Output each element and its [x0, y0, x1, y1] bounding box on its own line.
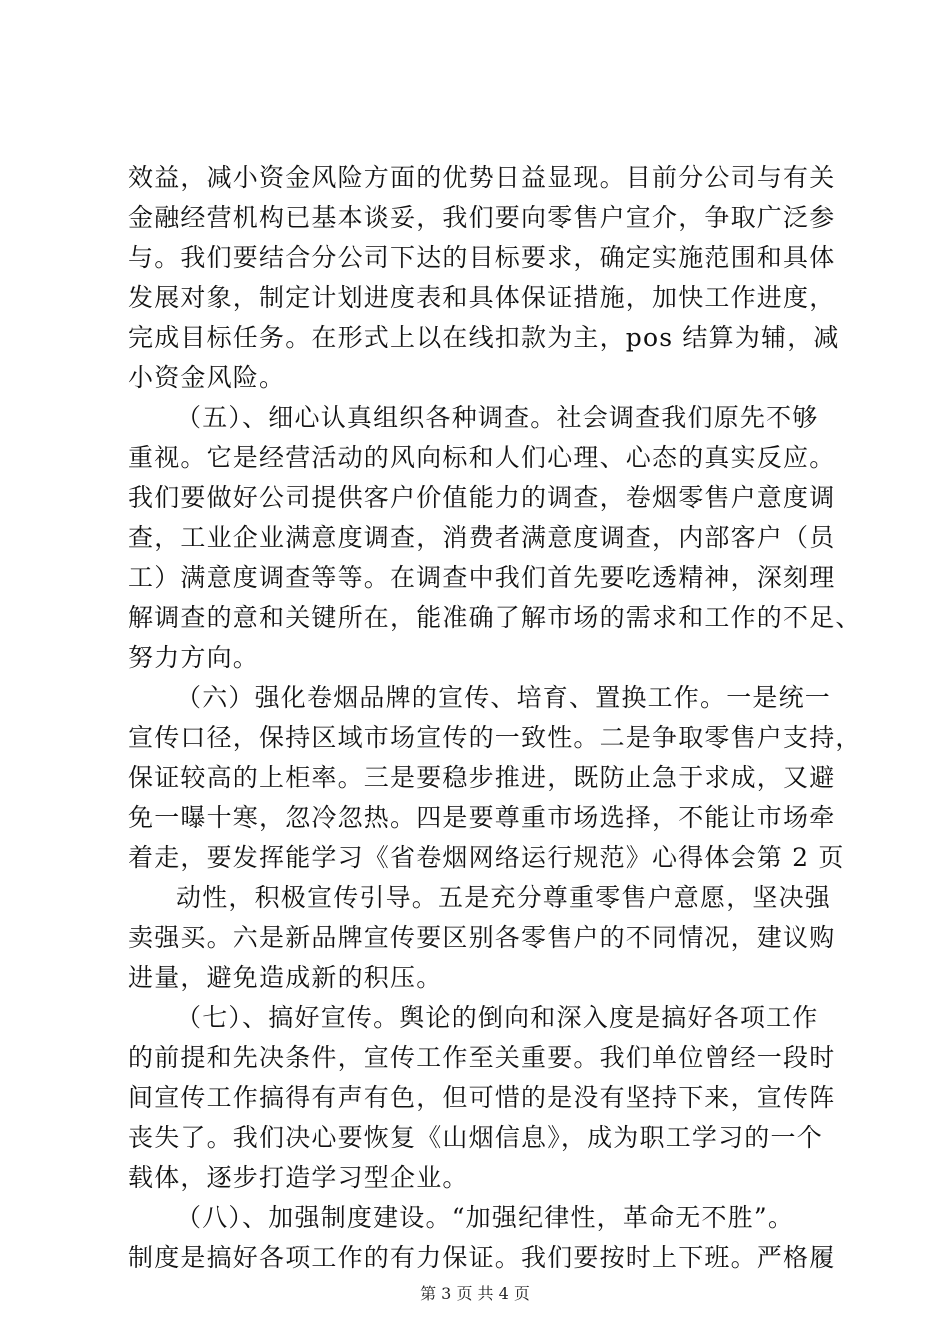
text-line: 解调查的意和关键所在，能准确了解市场的需求和工作的不足、: [128, 603, 862, 632]
text-line: 与。我们要结合分公司下达的目标要求，确定实施范围和具体: [128, 243, 836, 272]
text-line: 制度是搞好各项工作的有力保证。我们要按时上下班。严格履: [128, 1243, 836, 1272]
text-line: 重视。它是经营活动的风向标和人们心理、心态的真实反应。: [128, 443, 836, 472]
text-line: 努力方向。: [128, 643, 260, 672]
paragraph-start-line: （六）强化卷烟品牌的宣传、培育、置换工作。一是统一: [176, 683, 832, 712]
text-line: 免一曝十寒，忽冷忽热。四是要尊重市场选择，不能让市场牵: [128, 803, 836, 832]
paragraph-start-line: （八）、加强制度建设。“加强纪律性，革命无不胜”。: [176, 1203, 795, 1232]
text-line: 卖强买。六是新品牌宣传要区别各零售户的不同情况，建议购: [128, 923, 836, 952]
paragraph-start-line: 动性，积极宣传引导。五是充分尊重零售户意愿，坚决强: [176, 883, 832, 912]
paragraph-start-line: （七）、搞好宣传。舆论的倒向和深入度是搞好各项工作: [176, 1003, 819, 1032]
text-line: 丧失了。我们决心要恢复《山烟信息》，成为职工学习的一个: [128, 1123, 823, 1152]
text-line: 进量，避免造成新的积压。: [128, 963, 443, 992]
text-line: 保证较高的上柜率。三是要稳步推进，既防止急于求成，又避: [128, 763, 836, 792]
text-line: 着走，要发挥能学习《省卷烟网络运行规范》心得体会第 2 页: [128, 843, 845, 872]
text-line: 完成目标任务。在形式上以在线扣款为主，pos 结算为辅，减: [128, 323, 840, 352]
text-line: 宣传口径，保持区域市场宣传的一致性。二是争取零售户支持，: [128, 723, 862, 752]
text-line: 金融经营机构已基本谈妥，我们要向零售户宣介，争取广泛参: [128, 203, 836, 232]
text-line: 的前提和先决条件，宣传工作至关重要。我们单位曾经一段时: [128, 1043, 836, 1072]
text-line: 工）满意度调查等等。在调查中我们首先要吃透精神，深刻理: [128, 563, 836, 592]
text-line: 查，工业企业满意度调查，消费者满意度调查，内部客户（员: [128, 523, 836, 552]
text-line: 小资金风险。: [128, 363, 286, 392]
page-number-footer: 第 3 页 共 4 页: [420, 1284, 530, 1303]
paragraph-start-line: （五）、细心认真组织各种调查。社会调查我们原先不够: [176, 403, 819, 432]
text-line: 间宣传工作搞得有声有色，但可惜的是没有坚持下来，宣传阵: [128, 1083, 836, 1112]
text-line: 效益，减小资金风险方面的优势日益显现。目前分公司与有关: [128, 163, 836, 192]
text-line: 发展对象，制定计划进度表和具体保证措施，加快工作进度，: [128, 283, 836, 312]
text-line: 我们要做好公司提供客户价值能力的调查，卷烟零售户意度调: [128, 483, 836, 512]
text-line: 载体，逐步打造学习型企业。: [128, 1163, 469, 1192]
